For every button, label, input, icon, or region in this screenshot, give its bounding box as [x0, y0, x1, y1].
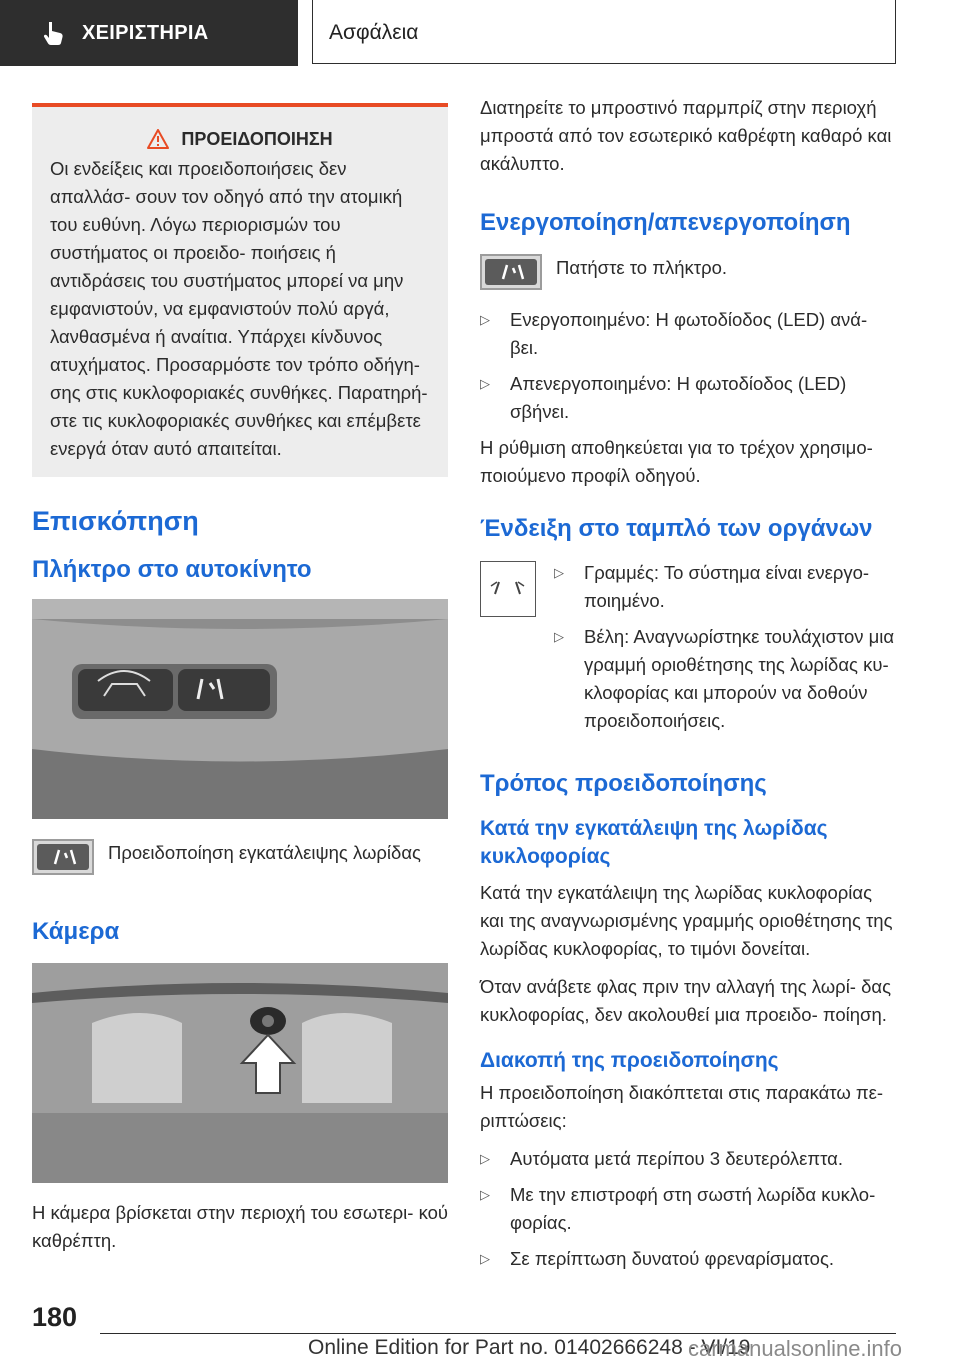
list-item: ▷ Με την επιστροφή στη σωστή λωρίδα κυκλο- φορίας.: [480, 1181, 896, 1237]
list-item: ▷ Βέλη: Αναγνωρίστηκε τουλάχιστον μια γραμμή οριοθέτησης της λωρίδας κυ- κλοφορίας και μπορούν να δοθούν προειδοποιήσεις.: [554, 623, 896, 735]
interrupt-heading: Διακοπή της προειδοποίησης: [480, 1049, 779, 1072]
list-item: ▷ Αυτόματα μετά περίπου 3 δευτερόλεπτα.: [480, 1145, 896, 1173]
camera-photo: [32, 963, 448, 1183]
lane-lines-display-icon: [480, 561, 536, 617]
interrupt-list: [480, 1145, 896, 1273]
lane-departure-button-icon: [480, 254, 542, 290]
chapter-label: Ασφάλεια: [329, 21, 419, 44]
left-column: [32, 103, 448, 1255]
button-caption-row: [32, 839, 448, 875]
activation-instruction: Πατήστε το πλήκτρο.: [556, 257, 728, 278]
activation-list: [480, 306, 896, 426]
leaving-lane-text: Κατά την εγκατάλειψη της λωρίδας κυκλοφορίας και της αναγνωρισμένης γραμμής οριοθέτησης της λωρίδας κυκλοφορίας, το τιμόνι δονείται.: [480, 882, 893, 959]
warning-title: [50, 125, 430, 153]
warning-mode-heading: Τρόπος προειδοποίησης: [480, 770, 767, 797]
windscreen-note: Διατηρείτε το μπροστινό παρμπρίζ στην περιοχή μπροστά από τον εσωτερικό καθρέφτη καθαρό και ακάλυπτο.: [480, 97, 892, 174]
chapter-tab[interactable]: [312, 0, 896, 64]
warning-title-text: ΠΡΟΕΙΔΟΠΟΙΗΣΗ: [181, 129, 333, 149]
activation-row: [480, 254, 896, 290]
indicator-text: Όταν ανάβετε φλας πριν την αλλαγή της λωρί- δας κυκλοφορίας, δεν ακολουθεί μια προειδο- ποίηση.: [480, 976, 892, 1025]
leaving-lane-heading: Κατά την εγκατάλειψη της λωρίδας κυκλοφορίας: [480, 817, 828, 868]
lane-departure-button-icon: [32, 839, 94, 875]
button-heading: Πλήκτρο στο αυτοκίνητο: [32, 556, 312, 583]
page-number: 180: [32, 1302, 78, 1332]
activation-heading: Ενεργοποίηση/απενεργοποίηση: [480, 209, 851, 236]
watermark: carmanualsonline.info: [688, 1336, 903, 1361]
button-photo: [32, 599, 448, 819]
edition-note: Online Edition for Part no. 01402666248 - VI/19: [308, 1336, 751, 1359]
section-label: ΧΕΙΡΙΣΤΗΡΙΑ: [82, 21, 209, 44]
display-row: [480, 559, 896, 735]
hand-pointer-icon: [40, 20, 66, 46]
warning-box: [32, 103, 448, 477]
warning-text: Οι ενδείξεις και προειδοποιήσεις δεν απαλλάσ- σουν τον οδηγό από την ατομική του ευθύνη. Λόγω περιορισμών του συστήματος οι προειδο- ποιήσεις ή αντιδράσεις του συστήματος μπορεί να μην εμφανιστούν, να εμφανιστούν πολύ αργά, λανθασμένα ή αναίτια. Υπάρχει κίνδυνος ατυχήματος. Προσαρμόστε τον τρόπο οδήγη- σης στις κυκλοφοριακές συνθήκες. Παρατηρή- στε τις κυκλοφοριακές συνθήκες και επέμβετε ενεργά όταν αυτό απαιτείται.: [50, 158, 428, 459]
footer-divider: [100, 1333, 896, 1334]
list-item: ▷ Απενεργοποιημένο: Η φωτοδίοδος (LED) σβήνει.: [480, 370, 896, 426]
camera-caption: Η κάμερα βρίσκεται στην περιοχή του εσωτερι- κού καθρέπτη.: [32, 1202, 449, 1251]
overview-heading: Επισκόπηση: [32, 506, 199, 536]
profile-note: Η ρύθμιση αποθηκεύεται για το τρέχον χρησιμο- ποιούμενο προφίλ οδηγού.: [480, 437, 873, 486]
camera-heading: Κάμερα: [32, 918, 120, 945]
warning-triangle-icon: [147, 129, 169, 149]
interrupt-text: Η προειδοποίηση διακόπτεται στις παρακάτω πε- ριπτώσεις:: [480, 1082, 884, 1131]
display-heading: Ένδειξη στο ταμπλό των οργάνων: [480, 515, 873, 542]
list-item: ▷ Ενεργοποιημένο: Η φωτοδίοδος (LED) ανά- βει.: [480, 306, 896, 362]
button-caption: Προειδοποίηση εγκατάλειψης λωρίδας: [108, 842, 421, 863]
display-list: [554, 559, 896, 735]
list-item: ▷ Γραμμές: Το σύστημα είναι ενεργο- ποιημένο.: [554, 559, 896, 615]
section-tab[interactable]: [0, 0, 298, 66]
right-column: [480, 94, 896, 1273]
list-item: ▷ Σε περίπτωση δυνατού φρεναρίσματος.: [480, 1245, 896, 1273]
